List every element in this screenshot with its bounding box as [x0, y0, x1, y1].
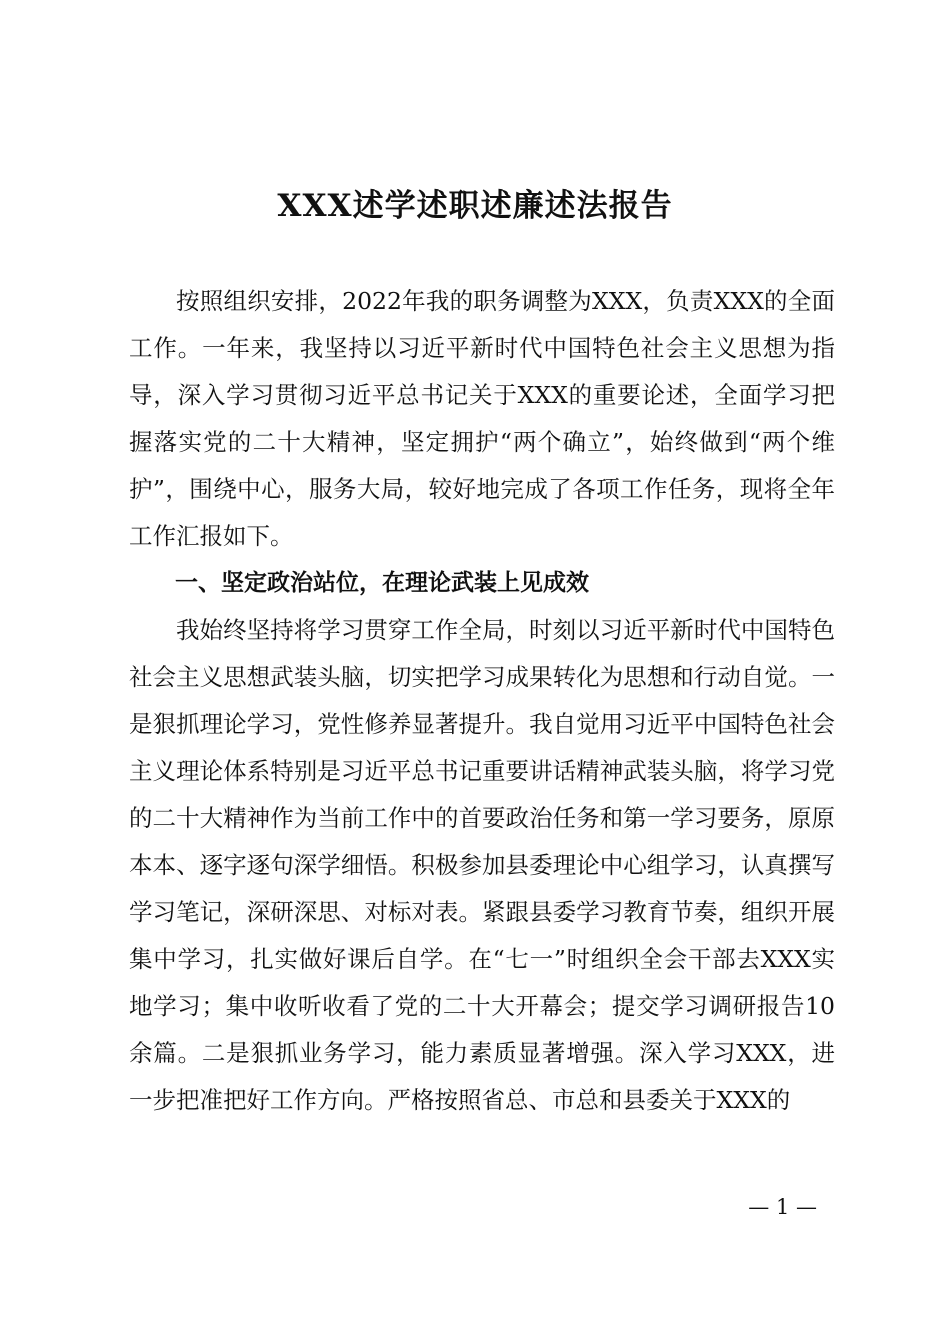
section-paragraph: 我始终坚持将学习贯穿工作全局，时刻以习近平新时代中国特色社会主义思想武装头脑，切实把学习成果转化为思想和行动自觉。一是狠抓理论学习，党性修养显著提升。我自觉用习近平中国特色社会主义理论体系特别是习近平总书记重要讲话精神武装头脑，将学习党的二十大精神作为当前工作中的首要政治任务和第一学习要务，原原本本、逐字逐句深学细悟。积极参加县委理论中心组学习，认真撰写学习笔记，深研深思、对标对表。紧跟县委学习教育节奏，组织开展集中学习，扎实做好课后自学。在“七一”时组织全会干部去XXX实地学习；集中收听收看了党的二十大开幕会；提交学习调研报告10余篇。二是狠抓业务学习，能力素质显著增强。深入学习XXX，进一步把准把好工作方向。严格按照省总、市总和县委关于XXX的	[129, 616, 835, 1114]
page-number: — 1 —	[748, 1195, 817, 1219]
section-heading: 一、坚定政治站位，在理论武装上见成效	[175, 570, 589, 596]
intro-paragraph: 按照组织安排，2022年我的职务调整为XXX，负责XXX的全面工作。一年来，我坚持以习近平新时代中国特色社会主义思想为指导，深入学习贯彻习近平总书记关于XXX的重要论述，全面学习把握落实党的二十大精神，坚定拥护“两个确立”，始终做到“两个维护”，围绕中心，服务大局，较好地完成了各项工作任务，现将全年工作汇报如下。	[129, 287, 835, 550]
document-body	[129, 278, 835, 1124]
document-title: XXX述学述职述廉述法报告	[277, 188, 673, 224]
